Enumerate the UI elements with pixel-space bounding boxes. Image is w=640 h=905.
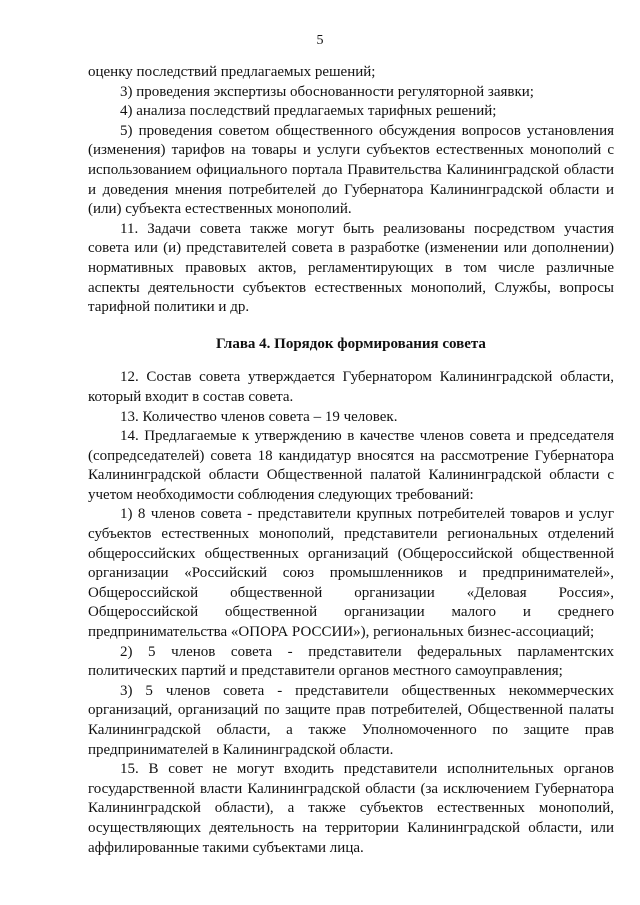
paragraph: 15. В совет не могут входить представители исполнительных органов государственной власти Калининградской области (за исключением Губернатора Калининградской области), а также субъектов естественных монополий, осуществляющих деятельность на территории Калининградской области, или аффилированные такими субъектами лица. <box>88 761 614 856</box>
paragraph: 5) проведения советом общественного обсуждения вопросов установления (изменения) тарифов на товары и услуги субъектов естественных монополий с использованием официального портала Правительства Калининградской области и доведения мнения потребителей до Губернатора Калининградской области и (или) субъекта естественных монополий. <box>88 122 614 218</box>
paragraph: 12. Состав совета утверждается Губернатором Калининградской области, который входит в состав совета. <box>88 369 614 405</box>
paragraph: 1) 8 членов совета - представители крупных потребителей товаров и услуг субъектов естественных монополий, представители региональных отделений общероссийских общественных организаций (Общероссийской общественной организации «Российский союз промышленников и предпринимателей», Общероссийской общественной организации «Деловая Россия», Общероссийской общественной организации малого и среднего предпринимательства «ОПОРА РОССИИ»), региональных бизнес-ассоциаций; <box>88 506 614 641</box>
chapter-heading: Глава 4. Порядок формирования совета <box>216 335 486 352</box>
paragraph: 14. Предлагаемые к утверждению в качестве членов совета и председателя (сопредседателей) совета 18 кандидатур вносятся на рассмотрение Губернатора Калининградской области Общественной палатой Калининградской области с учетом необходимости соблюдения следующих требований: <box>88 428 614 503</box>
paragraph: оценку последствий предлагаемых решений; <box>88 64 376 80</box>
paragraph: 3) 5 членов совета - представители общественных некоммерческих организаций, организаций по защите прав потребителей, Общественной палаты Калининградской области, а также Уполномоченного по защите прав предпринимателей в Калининградской области. <box>88 682 614 758</box>
paragraph: 2) 5 членов совета - представители федеральных парламентских политических партий и представители органов местного самоуправления; <box>88 643 614 680</box>
paragraph: 13. Количество членов совета – 19 человек. <box>120 408 398 425</box>
page-number: 5 <box>316 33 324 48</box>
paragraph: 3) проведения экспертизы обоснованности регуляторной заявки; <box>120 83 534 100</box>
paragraph: 11. Задачи совета также могут быть реализованы посредством участия совета или (и) представителей совета в разработке (изменении или дополнении) нормативных правовых актов, регламентирующих в том числе различные аспекты деятельности субъектов естественных монополий, Службы, вопросы тарифной политики и др. <box>88 220 614 316</box>
document-body <box>88 63 614 858</box>
paragraph: 4) анализа последствий предлагаемых тарифных решений; <box>120 103 497 120</box>
